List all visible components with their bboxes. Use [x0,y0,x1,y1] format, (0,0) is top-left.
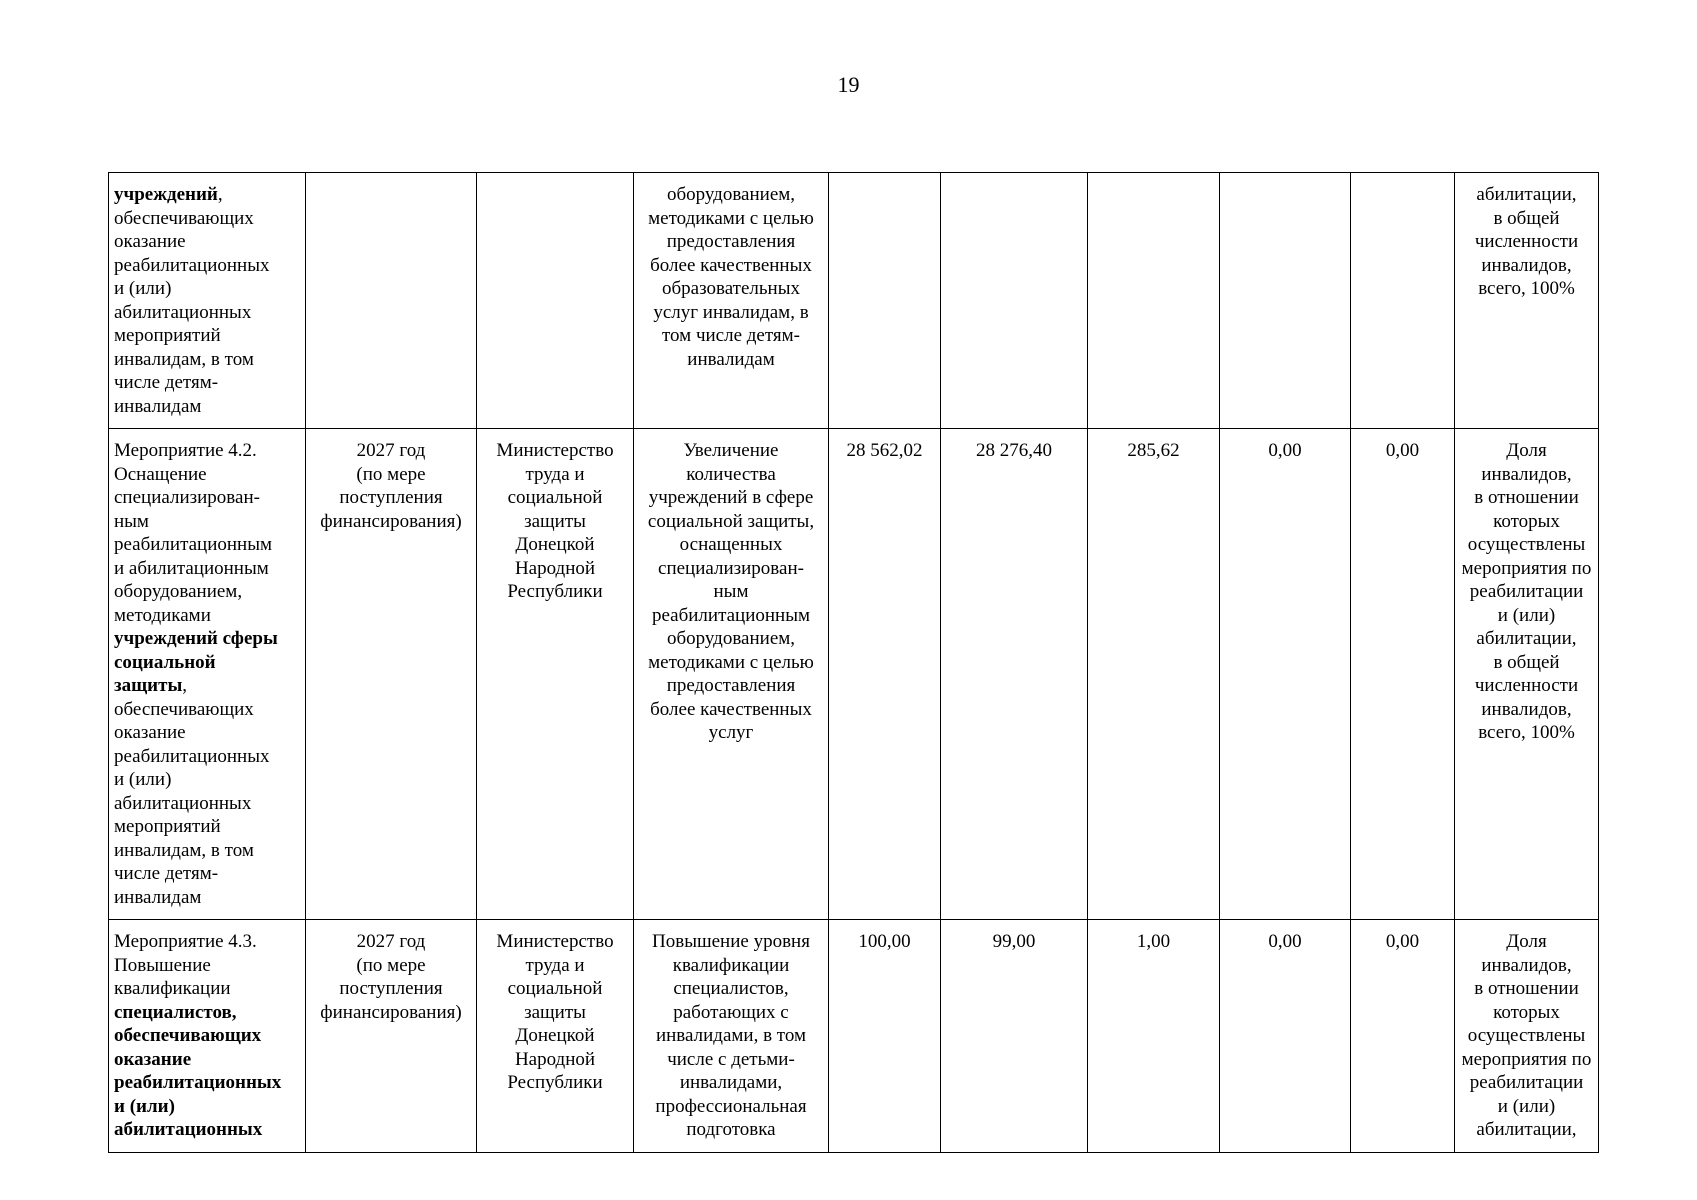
cell-line: Народной [514,557,596,579]
cell-line: социальной защиты, [647,510,815,532]
cell-line: и (или) [1497,1095,1556,1117]
measure-text: абилитационных [114,1119,263,1140]
cell-line [114,604,300,628]
cell-line: том числе детям- [661,325,801,346]
federal-amount: 99,00 [992,931,1036,952]
cell-line [114,254,300,278]
regional-amount: 285,62 [1127,440,1180,461]
cell-line: в общей [1493,207,1560,229]
cell-line: осуществлены [1467,534,1586,555]
cell-line: защиты [524,1001,586,1023]
total-amount-cell [829,920,941,1153]
total-amount-cell [829,429,941,920]
measure-text: , [217,184,223,205]
measure-text: абилитационных [114,301,252,323]
cell-line: абилитации, [1476,628,1577,649]
total-amount: 100,00 [858,931,911,952]
cell-line: которых [1493,1001,1560,1023]
cell-line: подготовка [686,1119,776,1140]
cell-line [114,510,300,534]
measure-text: обеспечивающих [114,698,254,720]
cell-line: мероприятия по [1461,1048,1592,1070]
measure-text: Оснащение [114,463,207,485]
measure-text: реабилитационных [114,254,270,276]
period-cell [306,920,477,1153]
measure-text: числе детям- [114,863,219,884]
cell-line [114,183,300,207]
measure-cell [109,429,306,920]
cell-line [114,533,300,557]
local-amount-cell [1220,920,1351,1153]
measure-text: обеспечивающих [114,207,254,229]
executor-cell [477,920,634,1153]
local-amount-cell [1220,429,1351,920]
cell-line [114,371,300,395]
cell-line [114,486,300,510]
federal-amount-cell [941,173,1088,429]
cell-line: услуг инвалидам, в [653,301,809,323]
measure-text: реабилитационных [114,745,270,767]
cell-line: Республики [507,581,603,602]
cell-line: поступления [339,487,443,508]
measure-text: обеспечивающих [114,1025,262,1046]
cell-line [114,277,300,301]
cell-line: которых [1493,510,1560,532]
cell-line [114,1001,300,1025]
cell-line: Доля [1506,440,1547,461]
measure-text: специализирован- [114,487,260,508]
cell-line: (по мере [356,463,426,485]
cell-line: абилитации, [1476,184,1577,205]
regional-amount-cell [1088,920,1220,1153]
cell-line: всего, 100% [1478,278,1575,299]
measure-text: учреждений сферы [114,628,278,649]
cell-line: инвалидов, [1481,698,1572,720]
cell-line: в отношении [1474,487,1579,508]
cell-line [114,230,300,254]
total-amount: 28 562,02 [846,440,923,461]
cell-line: социальной [507,978,603,999]
cell-line: методиками с целью [648,651,814,673]
executor-cell [477,429,634,920]
cell-line: количества [686,463,776,485]
measure-text: абилитационных [114,792,252,814]
cell-line: Повышение уровня [652,931,810,952]
cell-line: инвалидов, [1481,954,1572,976]
measure-text: инвалидам [114,886,202,908]
measure-text: , [182,675,188,696]
cell-line: численности [1474,231,1579,252]
measure-text: реабилитационных [114,1072,282,1093]
cell-line [114,815,300,839]
table-row [109,429,1599,920]
cell-line [114,557,300,581]
cell-line [114,862,300,886]
measure-text: инвалидам [114,395,202,417]
cell-line: Республики [507,1072,603,1093]
measure-text: Мероприятие 4.3. [114,931,257,952]
result-cell [634,429,829,920]
cell-line: Донецкой [515,1025,595,1046]
cell-line: предоставления [666,675,796,696]
cell-line: оборудованием, [666,628,796,649]
measure-text: оказание [114,231,186,252]
cell-line: Министерство [496,931,614,952]
cell-line [114,301,300,325]
regional-amount-cell [1088,429,1220,920]
measure-text: оказание [114,722,186,743]
cell-line [114,768,300,792]
program-measures-table [108,172,1599,1153]
cell-line [114,954,300,978]
cell-line: труда и [525,954,585,976]
cell-line [114,463,300,487]
cell-line: и (или) [1497,604,1556,626]
measure-text: Повышение [114,954,211,976]
indicator-cell [1455,173,1599,429]
measure-text: инвалидам, в том [114,348,254,370]
cell-line: 2027 год [356,931,426,952]
cell-line: финансирования) [320,510,462,532]
cell-line: работающих с [673,1001,789,1023]
measure-text: специалистов, [114,1001,237,1023]
cell-line [114,395,300,419]
cell-line: в отношении [1474,978,1579,999]
table-row [109,173,1599,429]
cell-line [114,1071,300,1095]
period-cell [306,173,477,429]
cell-line [114,1024,300,1048]
cell-line [114,930,300,954]
cell-line [114,792,300,816]
cell-line: специализирован- [658,557,804,579]
measure-text: инвалидам, в том [114,839,254,861]
other-amount: 0,00 [1385,931,1420,952]
executor-cell [477,173,634,429]
result-cell [634,173,829,429]
cell-line: в общей [1493,651,1560,673]
cell-line: числе с детьми- [667,1048,795,1070]
cell-line: социальной [507,487,603,508]
cell-line [114,745,300,769]
cell-line [114,324,300,348]
cell-line [114,698,300,722]
cell-line: инвалидам [687,348,775,370]
cell-line: квалификации [672,954,790,976]
cell-line: Министерство [496,440,614,461]
cell-line: специалистов, [673,978,789,999]
measure-text: ным [114,510,149,532]
regional-amount: 1,00 [1136,931,1171,952]
cell-line: 2027 год [356,440,426,461]
cell-line [114,1118,300,1142]
cell-line: реабилитационным [651,604,810,626]
cell-line: инвалидов, [1481,463,1572,485]
measure-text: и (или) [114,1095,175,1117]
local-amount: 0,00 [1268,440,1302,461]
measure-text: защиты [114,675,183,696]
cell-line: финансирования) [320,1001,462,1023]
federal-amount: 28 276,40 [976,440,1052,461]
cell-line [114,1048,300,1072]
total-amount-cell [829,173,941,429]
cell-line: труда и [525,463,585,485]
measure-text: Мероприятие 4.2. [114,440,257,461]
cell-line: более качественных [650,698,812,720]
local-amount: 0,00 [1268,931,1302,952]
measure-text: оказание [114,1048,192,1070]
measure-text: реабилитационным [114,534,273,555]
other-amount-cell [1351,429,1455,920]
cell-line [114,439,300,463]
measure-text: и (или) [114,769,172,790]
cell-line: реабилитации [1469,581,1584,602]
cell-line: ным [713,581,749,602]
indicator-cell [1455,429,1599,920]
cell-line [114,348,300,372]
cell-line: Донецкой [515,534,595,555]
period-cell [306,429,477,920]
measure-text: мероприятий [114,325,221,346]
cell-line: учреждений в сфере [648,487,814,508]
table-row [109,920,1599,1153]
cell-line: оборудованием, [666,184,796,205]
cell-line [114,721,300,745]
cell-line: оснащенных [679,534,783,555]
cell-line: образовательных [662,278,800,299]
cell-line: Увеличение [683,440,779,461]
cell-line [114,207,300,231]
other-amount: 0,00 [1385,440,1420,461]
cell-line [114,580,300,604]
measure-text: методиками [114,604,211,626]
result-cell [634,920,829,1153]
indicator-cell [1455,920,1599,1153]
measure-text: числе детям- [114,372,219,393]
cell-line [114,886,300,910]
cell-line [114,1095,300,1119]
cell-line: методиками с целью [648,207,814,229]
page-number: 19 [837,72,860,97]
measure-text: квалификации [114,978,231,999]
other-amount-cell [1351,920,1455,1153]
cell-line: защиты [524,510,586,532]
measure-text: социальной [114,651,216,673]
cell-line: реабилитации [1469,1072,1584,1093]
measure-cell [109,173,306,429]
cell-line: мероприятия по [1461,557,1592,579]
cell-line: предоставления [666,231,796,252]
cell-line: инвалидами, [679,1072,783,1093]
federal-amount-cell [941,920,1088,1153]
cell-line: более качественных [650,254,812,276]
measure-text: мероприятий [114,816,221,837]
cell-line: Доля [1506,931,1547,952]
measure-text: и (или) [114,278,172,299]
cell-line: инвалидов, [1481,254,1572,276]
cell-line: (по мере [356,954,426,976]
measure-text: учреждений [114,184,218,205]
cell-line: всего, 100% [1478,722,1575,743]
cell-line: поступления [339,978,443,999]
cell-line: Народной [514,1048,596,1070]
cell-line: осуществлены [1467,1025,1586,1046]
measure-text: оборудованием, [114,581,243,602]
cell-line [114,627,300,651]
other-amount-cell [1351,173,1455,429]
cell-line [114,651,300,675]
federal-amount-cell [941,429,1088,920]
local-amount-cell [1220,173,1351,429]
cell-line: профессиональная [655,1095,807,1117]
cell-line [114,674,300,698]
cell-line: абилитации, [1476,1119,1577,1140]
cell-line: услуг [708,722,754,743]
measure-cell [109,920,306,1153]
measure-text: и абилитационным [114,557,269,579]
regional-amount-cell [1088,173,1220,429]
cell-line [114,977,300,1001]
cell-line: численности [1474,675,1579,696]
cell-line: инвалидами, в том [655,1025,807,1046]
cell-line [114,839,300,863]
